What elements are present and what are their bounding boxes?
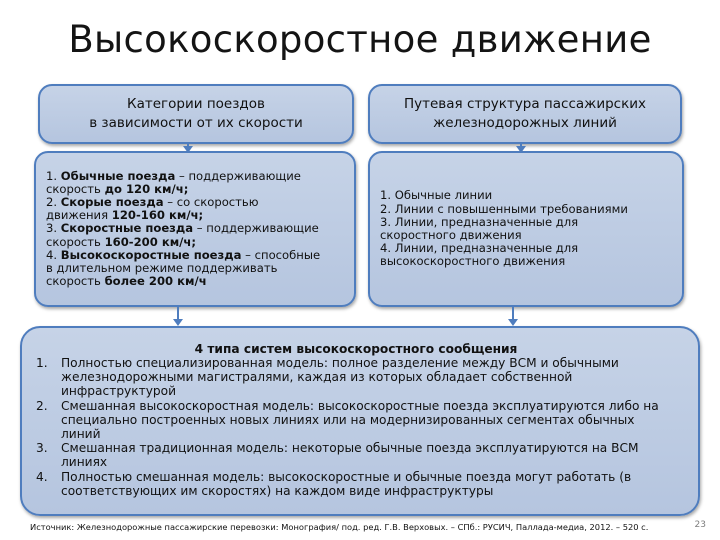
- list-item-cont: скорость более 200 км/ч: [46, 274, 207, 289]
- list-item: [36, 399, 676, 442]
- list-item-number: 1.: [36, 356, 48, 370]
- list-item: 1. Обычные линии: [380, 188, 493, 203]
- list-item-cont: скорость 160-200 км/ч;: [46, 234, 197, 249]
- list-item: 4. Высокоскоростные поезда – способные: [46, 247, 321, 262]
- list-item: 2. Скорые поезда – со скоростью: [46, 194, 259, 209]
- list-item: 1. Обычные поезда – поддерживающие: [46, 168, 301, 183]
- list-item-number: 2.: [36, 398, 48, 413]
- arrow-down-icon: [177, 307, 179, 320]
- list-item-cont: движения 120-160 км/ч;: [46, 208, 204, 223]
- list-item: [36, 470, 676, 498]
- list-item-cont: скорость до 120 км/ч;: [46, 181, 189, 196]
- list-item-text: Полностью специализированная модель: полное разделение между ВСМ и обычными железнодорожными магистралями, каждая из которых обладает собственной инфраструктурой: [61, 356, 619, 399]
- hsr-systems-box: [20, 326, 700, 516]
- list-item-text: Смешанная традиционная модель: некоторые обычные поезда эксплуатируются на ВСМ линиях: [61, 441, 639, 470]
- hsr-systems-title: 4 типа систем высокоскоростного сообщения: [194, 342, 518, 356]
- track-structure-header-line1: Путевая структура пассажирских: [404, 96, 646, 112]
- list-item: 4. Линии, предназначенные для: [380, 241, 579, 256]
- track-structure-list: [368, 151, 684, 307]
- list-item: 2. Линии с повышенными требованиями: [380, 201, 628, 216]
- arrow-down-icon: [520, 144, 522, 147]
- train-categories-header-line2: в зависимости от их скорости: [89, 115, 303, 131]
- list-item-text: Смешанная высокоскоростная модель: высокоскоростные поезда эксплуатируются либо на специально построенных новых линиях или на модернизированных сегментах обычных линий: [61, 398, 659, 442]
- source-citation: Источник: Железнодорожные пассажирские перевозки: Монография/ под. ред. Г.В. Верховых. – СПб.: РУСИЧ, Паллада-медиа, 2012. – 520 с.: [30, 522, 649, 532]
- hsr-systems-list: [36, 356, 676, 498]
- train-categories-list: [34, 151, 356, 307]
- track-structure-header: [368, 84, 682, 144]
- list-item-number: 3.: [36, 441, 48, 456]
- train-categories-header-line1: Категории поездов: [127, 96, 265, 112]
- list-item: [36, 356, 676, 399]
- train-categories-header: [38, 84, 354, 144]
- list-item-cont: высокоскоростного движения: [380, 254, 566, 269]
- list-item: [36, 441, 676, 469]
- page-number: 23: [694, 520, 706, 530]
- slide-title: Высокоскоростное движение: [68, 18, 652, 61]
- list-item: 3. Линии, предназначенные для: [380, 214, 579, 229]
- track-structure-header-line2: железнодорожных линий: [433, 115, 617, 131]
- arrow-down-icon: [187, 144, 189, 147]
- arrow-down-icon: [512, 307, 514, 320]
- list-item-text: Полностью смешанная модель: высокоскоростные и обычные поезда могут работать (в соответствующих им скоростях) на каждом виде инфраструктуры: [61, 469, 632, 498]
- list-item-number: 4.: [36, 469, 48, 484]
- list-item-cont: скоростного движения: [380, 228, 522, 242]
- list-item: 3. Скоростные поезда – поддерживающие: [46, 221, 319, 236]
- list-item-cont: в длительном режиме поддерживать: [46, 261, 278, 275]
